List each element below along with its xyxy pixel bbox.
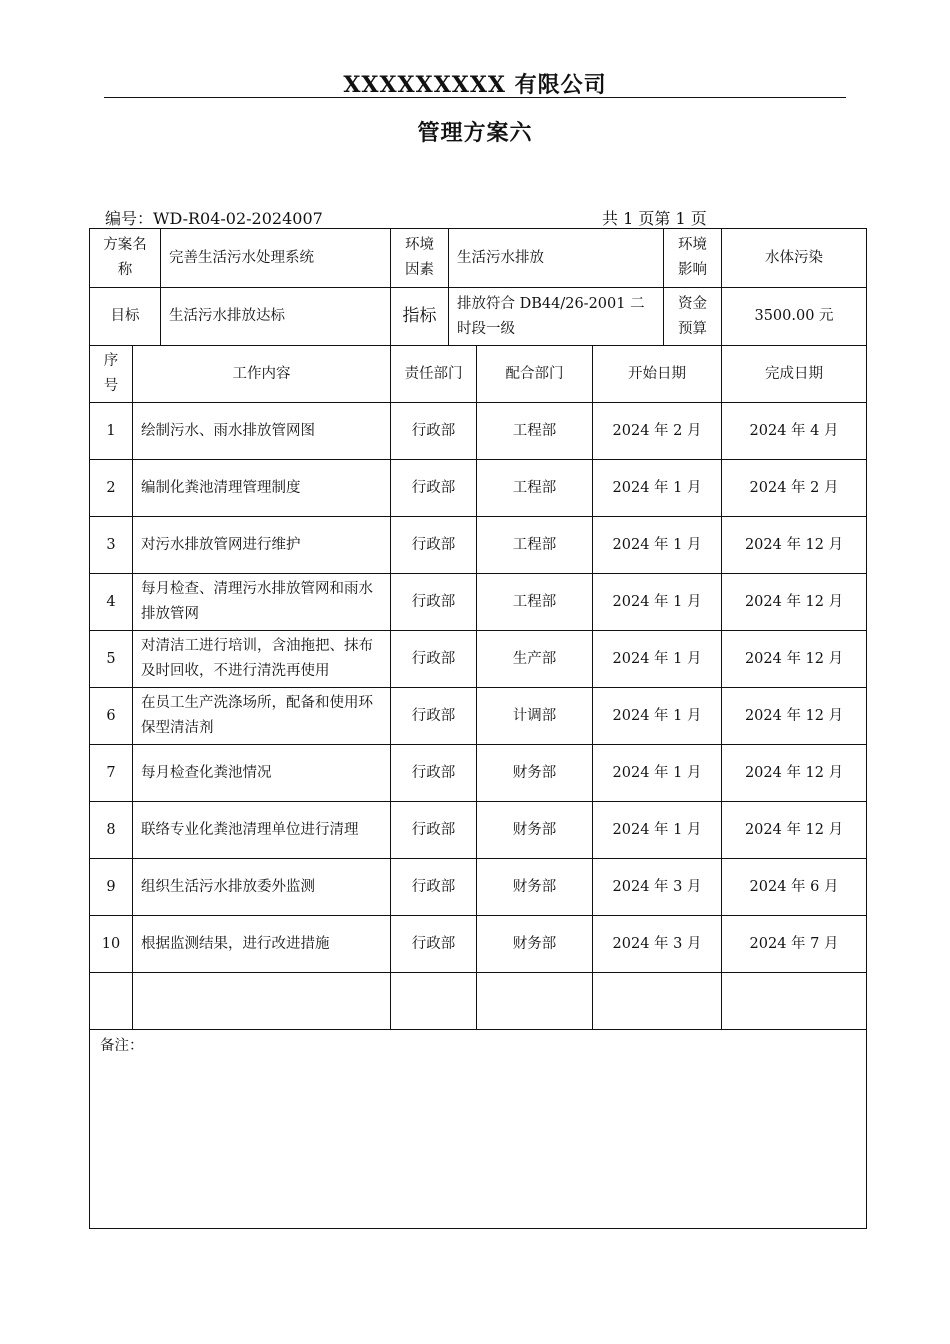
indicator-label: 指标 — [391, 288, 449, 346]
row-start-date: 2024 年 1 月 — [593, 517, 722, 574]
document-number: 编号：WD-R04-02-2024007 — [105, 209, 323, 228]
row-number: 10 — [90, 916, 133, 973]
row-content: 编制化粪池清理管理制度 — [133, 460, 391, 517]
table-row — [90, 517, 867, 574]
row-start-date: 2024 年 1 月 — [593, 745, 722, 802]
row-resp-dept: 行政部 — [391, 688, 477, 745]
table-row — [90, 403, 867, 460]
row-content: 根据监测结果，进行改进措施 — [133, 916, 391, 973]
indicator-value: 排放符合 DB44/26-2001 二时段一级 — [449, 288, 664, 346]
row-resp-dept: 行政部 — [391, 574, 477, 631]
row-start-date: 2024 年 3 月 — [593, 859, 722, 916]
col-content-header: 工作内容 — [133, 346, 391, 403]
row-number: 7 — [90, 745, 133, 802]
row-start-date: 2024 年 1 月 — [593, 574, 722, 631]
column-header-row — [90, 346, 867, 403]
row-number: 1 — [90, 403, 133, 460]
row-number: 9 — [90, 859, 133, 916]
document-title: 管理方案六 — [417, 120, 533, 146]
plan-name-value: 完善生活污水处理系统 — [161, 229, 391, 288]
table-row — [90, 460, 867, 517]
table-row — [90, 631, 867, 688]
row-resp-dept: 行政部 — [391, 745, 477, 802]
target-value: 生活污水排放达标 — [161, 288, 391, 346]
empty-cell — [90, 973, 133, 1030]
row-coop-dept: 财务部 — [477, 802, 593, 859]
company-name: XXXXXXXXX 有限公司 — [343, 72, 607, 98]
row-number: 6 — [90, 688, 133, 745]
table-row — [90, 574, 867, 631]
empty-cell — [593, 973, 722, 1030]
table-row — [90, 745, 867, 802]
empty-cell — [133, 973, 391, 1030]
row-number: 2 — [90, 460, 133, 517]
page-count: 共 1 页第 1 页 — [602, 209, 707, 228]
col-end-header: 完成日期 — [722, 346, 867, 403]
row-end-date: 2024 年 2 月 — [722, 460, 867, 517]
target-row — [90, 288, 867, 346]
row-end-date: 2024 年 12 月 — [722, 802, 867, 859]
table-row — [90, 859, 867, 916]
row-end-date: 2024 年 12 月 — [722, 574, 867, 631]
row-coop-dept: 计调部 — [477, 688, 593, 745]
row-resp-dept: 行政部 — [391, 916, 477, 973]
row-number: 4 — [90, 574, 133, 631]
row-end-date: 2024 年 12 月 — [722, 688, 867, 745]
row-resp-dept: 行政部 — [391, 802, 477, 859]
plan-name-label: 方案名称 — [90, 229, 161, 288]
col-resp-header: 责任部门 — [391, 346, 477, 403]
row-resp-dept: 行政部 — [391, 631, 477, 688]
row-number: 3 — [90, 517, 133, 574]
row-start-date: 2024 年 3 月 — [593, 916, 722, 973]
plan-table — [89, 228, 867, 1229]
row-start-date: 2024 年 1 月 — [593, 688, 722, 745]
row-start-date: 2024 年 2 月 — [593, 403, 722, 460]
row-coop-dept: 财务部 — [477, 745, 593, 802]
row-content: 对清洁工进行培训，含油拖把、抹布及时回收，不进行清洗再使用 — [133, 631, 391, 688]
row-resp-dept: 行政部 — [391, 517, 477, 574]
row-content: 联络专业化粪池清理单位进行清理 — [133, 802, 391, 859]
empty-cell — [722, 973, 867, 1030]
row-coop-dept: 生产部 — [477, 631, 593, 688]
plan-info-row — [90, 229, 867, 288]
notes-label: 备注： — [90, 1030, 867, 1229]
row-start-date: 2024 年 1 月 — [593, 631, 722, 688]
row-coop-dept: 工程部 — [477, 574, 593, 631]
empty-cell — [391, 973, 477, 1030]
table-row — [90, 802, 867, 859]
header-rule — [104, 97, 846, 98]
row-coop-dept: 财务部 — [477, 859, 593, 916]
col-coop-header: 配合部门 — [477, 346, 593, 403]
row-content: 组织生活污水排放委外监测 — [133, 859, 391, 916]
row-end-date: 2024 年 12 月 — [722, 517, 867, 574]
row-start-date: 2024 年 1 月 — [593, 802, 722, 859]
row-number: 8 — [90, 802, 133, 859]
row-content: 每月检查、清理污水排放管网和雨水排放管网 — [133, 574, 391, 631]
table-row — [90, 916, 867, 973]
row-coop-dept: 工程部 — [477, 403, 593, 460]
row-end-date: 2024 年 12 月 — [722, 745, 867, 802]
row-content: 绘制污水、雨水排放管网图 — [133, 403, 391, 460]
env-factor-label: 环境因素 — [391, 229, 449, 288]
row-end-date: 2024 年 4 月 — [722, 403, 867, 460]
row-resp-dept: 行政部 — [391, 859, 477, 916]
row-end-date: 2024 年 12 月 — [722, 631, 867, 688]
target-label: 目标 — [90, 288, 161, 346]
env-impact-label: 环境影响 — [664, 229, 722, 288]
row-number: 5 — [90, 631, 133, 688]
col-seq-header: 序号 — [90, 346, 133, 403]
row-coop-dept: 工程部 — [477, 517, 593, 574]
row-content: 对污水排放管网进行维护 — [133, 517, 391, 574]
fund-value: 3500.00 元 — [722, 288, 867, 346]
row-resp-dept: 行政部 — [391, 460, 477, 517]
row-content: 在员工生产洗涤场所，配备和使用环保型清洁剂 — [133, 688, 391, 745]
empty-row — [90, 973, 867, 1030]
notes-row — [90, 1030, 867, 1229]
row-resp-dept: 行政部 — [391, 403, 477, 460]
col-start-header: 开始日期 — [593, 346, 722, 403]
table-row — [90, 688, 867, 745]
fund-label: 资金预算 — [664, 288, 722, 346]
empty-cell — [477, 973, 593, 1030]
env-factor-value: 生活污水排放 — [449, 229, 664, 288]
row-content: 每月检查化粪池情况 — [133, 745, 391, 802]
row-end-date: 2024 年 7 月 — [722, 916, 867, 973]
row-start-date: 2024 年 1 月 — [593, 460, 722, 517]
row-coop-dept: 工程部 — [477, 460, 593, 517]
env-impact-value: 水体污染 — [722, 229, 867, 288]
row-coop-dept: 财务部 — [477, 916, 593, 973]
row-end-date: 2024 年 6 月 — [722, 859, 867, 916]
